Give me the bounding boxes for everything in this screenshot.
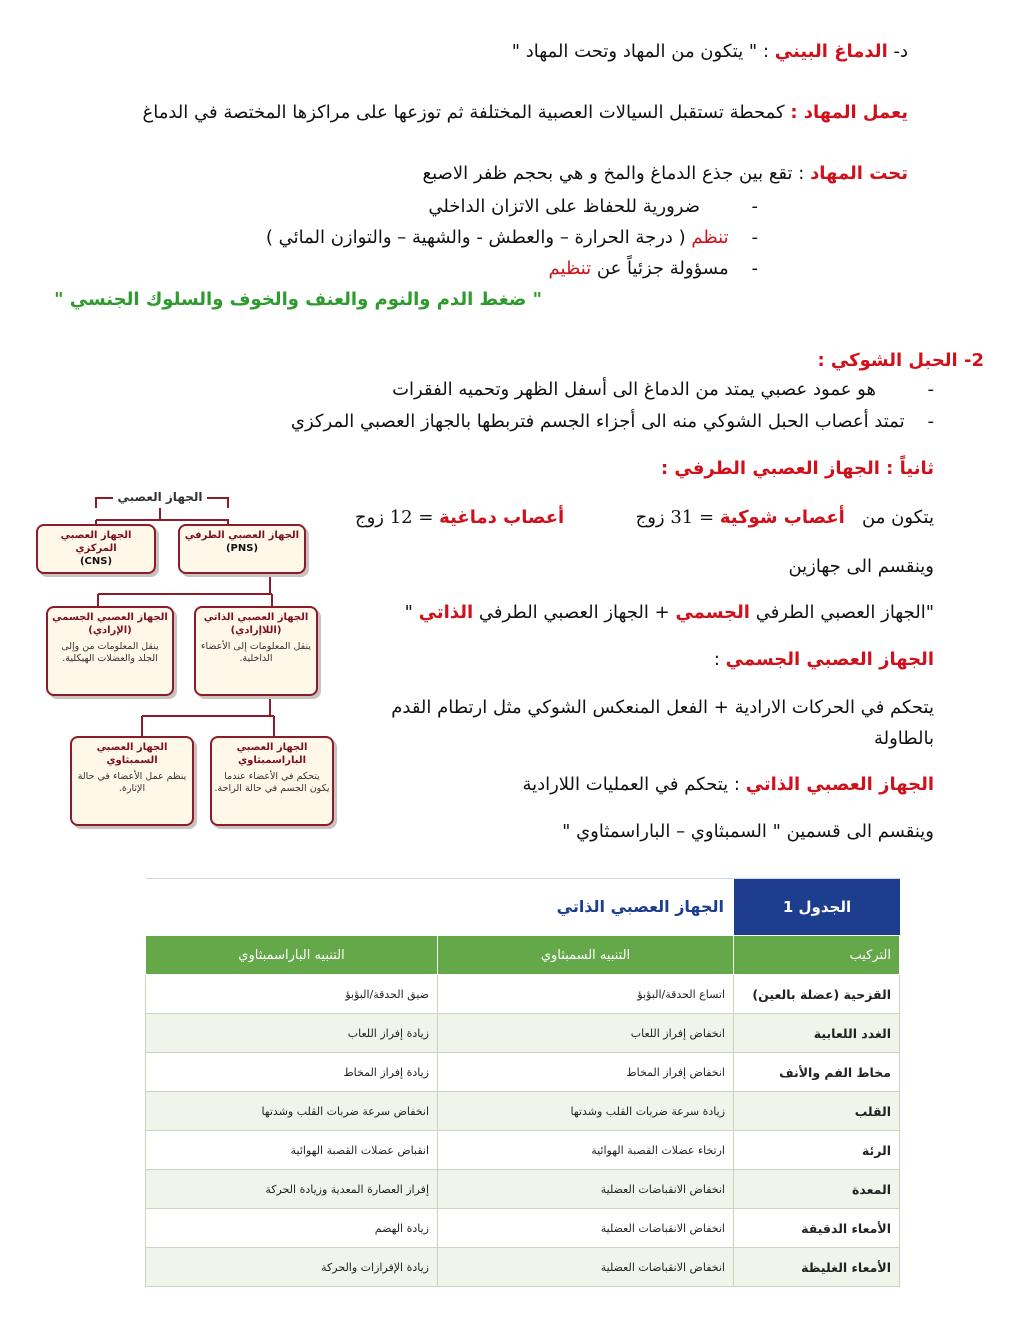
chart-root-label: الجهاز العصبي xyxy=(113,490,206,504)
pns-heading: ثانياً : الجهاز العصبي الطرفي : xyxy=(660,458,934,479)
diencephalon-term: الدماغ البيني xyxy=(774,41,888,62)
table-row xyxy=(146,1131,900,1170)
table-cell-parasympathetic: انقباض عضلات القصبة الهوائية xyxy=(146,1131,438,1170)
pns-spinal-term: أعصاب شوكية xyxy=(719,507,845,528)
table-cell-structure: الغدد اللعابية xyxy=(734,1014,900,1053)
table-cell-structure: المعدة xyxy=(734,1170,900,1209)
somatic-heading: الجهاز العصبي الجسمي xyxy=(725,649,934,670)
chart-node-autonomic-sub: (اللاإرادي) xyxy=(230,625,282,636)
hypothalamus-bullet-3-red: تنظيم xyxy=(548,258,592,279)
table-header-bar xyxy=(146,878,900,935)
autonomic-line xyxy=(522,773,934,797)
hypothalamus-line xyxy=(423,162,908,186)
hypothalamus-intro: : تقع بين جذع الدماغ والمخ و هي بحجم ظفر الاصبع xyxy=(422,163,805,184)
table-cell-structure: الأمعاء الغليظة xyxy=(734,1248,900,1287)
hypothalamus-bullet-3: - مسؤولة جزئياً عن تنظيم xyxy=(548,258,758,279)
chart-node-autonomic xyxy=(194,606,318,696)
pns-formula-b: الجسمي xyxy=(675,602,750,623)
hypothalamus-bullet-1: - ضرورية للحفاظ على الاتزان الداخلي xyxy=(428,196,758,217)
pns-divides: وينقسم الى جهازين xyxy=(788,556,934,577)
pns-formula-d: الذاتي xyxy=(418,602,474,623)
spinal-cord-bullet-1-text: هو عمود عصبي يمتد من الدماغ الى أسفل الظهر وتحميه الفقرات xyxy=(392,379,876,400)
table-cell-sympathetic: انخفاض الانقباضات العضلية xyxy=(438,1209,734,1248)
chart-node-parasympathetic-desc: يتحكم في الأعضاء عندما يكون الجسم في حالة الراحة. xyxy=(214,771,330,794)
pns-spinal-count: = 31 زوج xyxy=(635,507,715,528)
autonomic-table xyxy=(146,878,900,1287)
spinal-cord-bullet-2-text: تمتد أعصاب الحبل الشوكي منه الى أجزاء الجسم فتربطها بالجهاز العصبي المركزي xyxy=(290,411,905,432)
pns-formula-c: + الجهاز العصبي الطرفي xyxy=(478,602,670,623)
chart-node-pns xyxy=(178,524,306,574)
chart-node-sympathetic-desc: ينظم عمل الأعضاء في حالة الإثارة. xyxy=(77,771,187,794)
table-number: الجدول 1 xyxy=(734,879,900,935)
pns-formula-a: "الجهاز العصبي الطرفي xyxy=(755,602,934,623)
table-title: الجهاز العصبي الذاتي xyxy=(556,897,724,916)
chart-node-cns-name: الجهاز العصبي المركزي xyxy=(60,530,132,554)
table-row xyxy=(146,1053,900,1092)
table-cell-parasympathetic: إفراز العصارة المعدية وزيادة الحركة xyxy=(146,1170,438,1209)
chart-node-sympathetic-name: الجهاز العصبي السمبثاوي xyxy=(96,742,168,766)
diencephalon-sep: : xyxy=(762,41,770,62)
hypothalamus-bullet-2: - تنظم ( درجة الحرارة – والعطش - والشهية – والتوازن المائي ) xyxy=(265,227,758,248)
pns-consists-line xyxy=(355,506,934,530)
pns-cranial-count: = 12 زوج xyxy=(354,507,434,528)
table-cell-parasympathetic: زيادة إفراز اللعاب xyxy=(146,1014,438,1053)
diencephalon-line xyxy=(512,40,908,64)
table-header-row xyxy=(146,936,900,975)
table-cell-sympathetic: انخفاض الانقباضات العضلية xyxy=(438,1248,734,1287)
autonomic-heading: الجهاز العصبي الذاتي xyxy=(745,774,934,795)
table-row xyxy=(146,1248,900,1287)
autonomic-divides: وينقسم الى قسمين " السمبثاوي – الباراسمثاوي " xyxy=(562,821,934,842)
table-cell-parasympathetic: ضيق الحدقة/البؤبؤ xyxy=(146,975,438,1014)
table-cell-sympathetic: اتساع الحدقة/البؤبؤ xyxy=(438,975,734,1014)
hypothalamus-bullet-2-red: تنظم xyxy=(691,227,729,248)
pns-formula xyxy=(405,601,934,625)
table-cell-sympathetic: انخفاض إفراز اللعاب xyxy=(438,1014,734,1053)
table-cell-structure: الرئة xyxy=(734,1131,900,1170)
chart-node-somatic xyxy=(46,606,174,696)
chart-root xyxy=(92,486,228,508)
somatic-heading-line xyxy=(714,648,934,672)
somatic-text-2: بالطاولة xyxy=(873,728,934,749)
nervous-system-chart xyxy=(30,486,342,836)
table-cell-sympathetic: انخفاض إفراز المخاط xyxy=(438,1053,734,1092)
autonomic-text: : يتحكم في العمليات اللارادية xyxy=(522,774,740,795)
table-row xyxy=(146,1209,900,1248)
table-row xyxy=(146,1092,900,1131)
spinal-cord-bullet-2: - تمتد أعصاب الحبل الشوكي منه الى أجزاء الجسم فتربطها بالجهاز العصبي المركزي xyxy=(290,411,934,432)
table-row xyxy=(146,1170,900,1209)
table-cell-sympathetic: ارتخاء عضلات القصبة الهوائية xyxy=(438,1131,734,1170)
chart-node-cns-abbr: (CNS) xyxy=(79,556,113,567)
table-header-structure: التركيب xyxy=(734,936,900,975)
chart-node-somatic-desc: ينقل المعلومات من وإلى الجلد والعضلات الهيكلية. xyxy=(61,641,159,664)
thalamus-line xyxy=(142,101,908,125)
table-cell-structure: مخاط الفم والأنف xyxy=(734,1053,900,1092)
chart-node-autonomic-name: الجهاز العصبي الذاتي xyxy=(203,612,309,623)
hypothalamus-bullet-2-text: ( درجة الحرارة – والعطش - والشهية – والتوازن المائي ) xyxy=(265,227,686,248)
table-row xyxy=(146,975,900,1014)
table-cell-parasympathetic: زيادة إفراز المخاط xyxy=(146,1053,438,1092)
chart-node-pns-name: الجهاز العصبي الطرفي xyxy=(184,530,300,541)
chart-node-autonomic-desc: ينقل المعلومات إلى الأعضاء الداخلية. xyxy=(201,641,311,664)
diencephalon-text: " يتكون من المهاد وتحت المهاد " xyxy=(511,41,758,62)
table-cell-structure: الأمعاء الدقيقة xyxy=(734,1209,900,1248)
somatic-colon: : xyxy=(713,649,720,670)
table-cell-structure: القلب xyxy=(734,1092,900,1131)
hypothalamus-green-line: " ضغط الدم والنوم والعنف والخوف والسلوك الجنسي " xyxy=(54,289,542,310)
table-row xyxy=(146,1014,900,1053)
table-cell-parasympathetic: انخفاض سرعة ضربات القلب وشدتها xyxy=(146,1092,438,1131)
chart-node-sympathetic xyxy=(70,736,194,826)
table-header-sympathetic: التنبيه السمبثاوي xyxy=(438,936,734,975)
pns-cranial-term: أعصاب دماغية xyxy=(439,507,565,528)
thalamus-text: كمحطة تستقبل السيالات العصبية المختلفة ثم توزعها على مراكزها المختصة في الدماغ xyxy=(142,102,785,123)
diencephalon-prefix: د- xyxy=(893,41,908,62)
pns-formula-e: " xyxy=(404,602,413,623)
table-grid xyxy=(145,935,900,1287)
chart-node-parasympathetic xyxy=(210,736,334,826)
table-cell-structure: القزحية (عضلة بالعين) xyxy=(734,975,900,1014)
table-cell-sympathetic: انخفاض الانقباضات العضلية xyxy=(438,1170,734,1209)
chart-node-somatic-sub: (الإرادي) xyxy=(88,625,132,636)
pns-consists-prefix: يتكون من xyxy=(862,507,934,528)
table-cell-sympathetic: زيادة سرعة ضربات القلب وشدتها xyxy=(438,1092,734,1131)
chart-node-cns xyxy=(36,524,156,574)
somatic-text-1: يتحكم في الحركات الارادية + الفعل المنعكس الشوكي مثل ارتطام القدم xyxy=(391,697,934,718)
table-cell-parasympathetic: زيادة الإفرازات والحركة xyxy=(146,1248,438,1287)
table-cell-parasympathetic: زيادة الهضم xyxy=(146,1209,438,1248)
chart-node-somatic-name: الجهاز العصبي الجسمي xyxy=(52,612,168,623)
thalamus-term: يعمل المهاد : xyxy=(790,102,908,123)
chart-node-pns-abbr: (PNS) xyxy=(225,543,259,554)
spinal-cord-heading: 2- الحبل الشوكي : xyxy=(817,350,984,371)
spinal-cord-bullet-1: - هو عمود عصبي يمتد من الدماغ الى أسفل الظهر وتحميه الفقرات xyxy=(392,379,934,400)
hypothalamus-term: تحت المهاد xyxy=(810,163,908,184)
chart-node-parasympathetic-name: الجهاز العصبي الباراسمبثاوي xyxy=(236,742,308,766)
hypothalamus-bullet-3-text: مسؤولة جزئياً عن xyxy=(596,258,729,279)
hypothalamus-bullet-1-text: ضرورية للحفاظ على الاتزان الداخلي xyxy=(428,196,700,217)
table-header-parasympathetic: التنبيه الباراسمبثاوي xyxy=(146,936,438,975)
